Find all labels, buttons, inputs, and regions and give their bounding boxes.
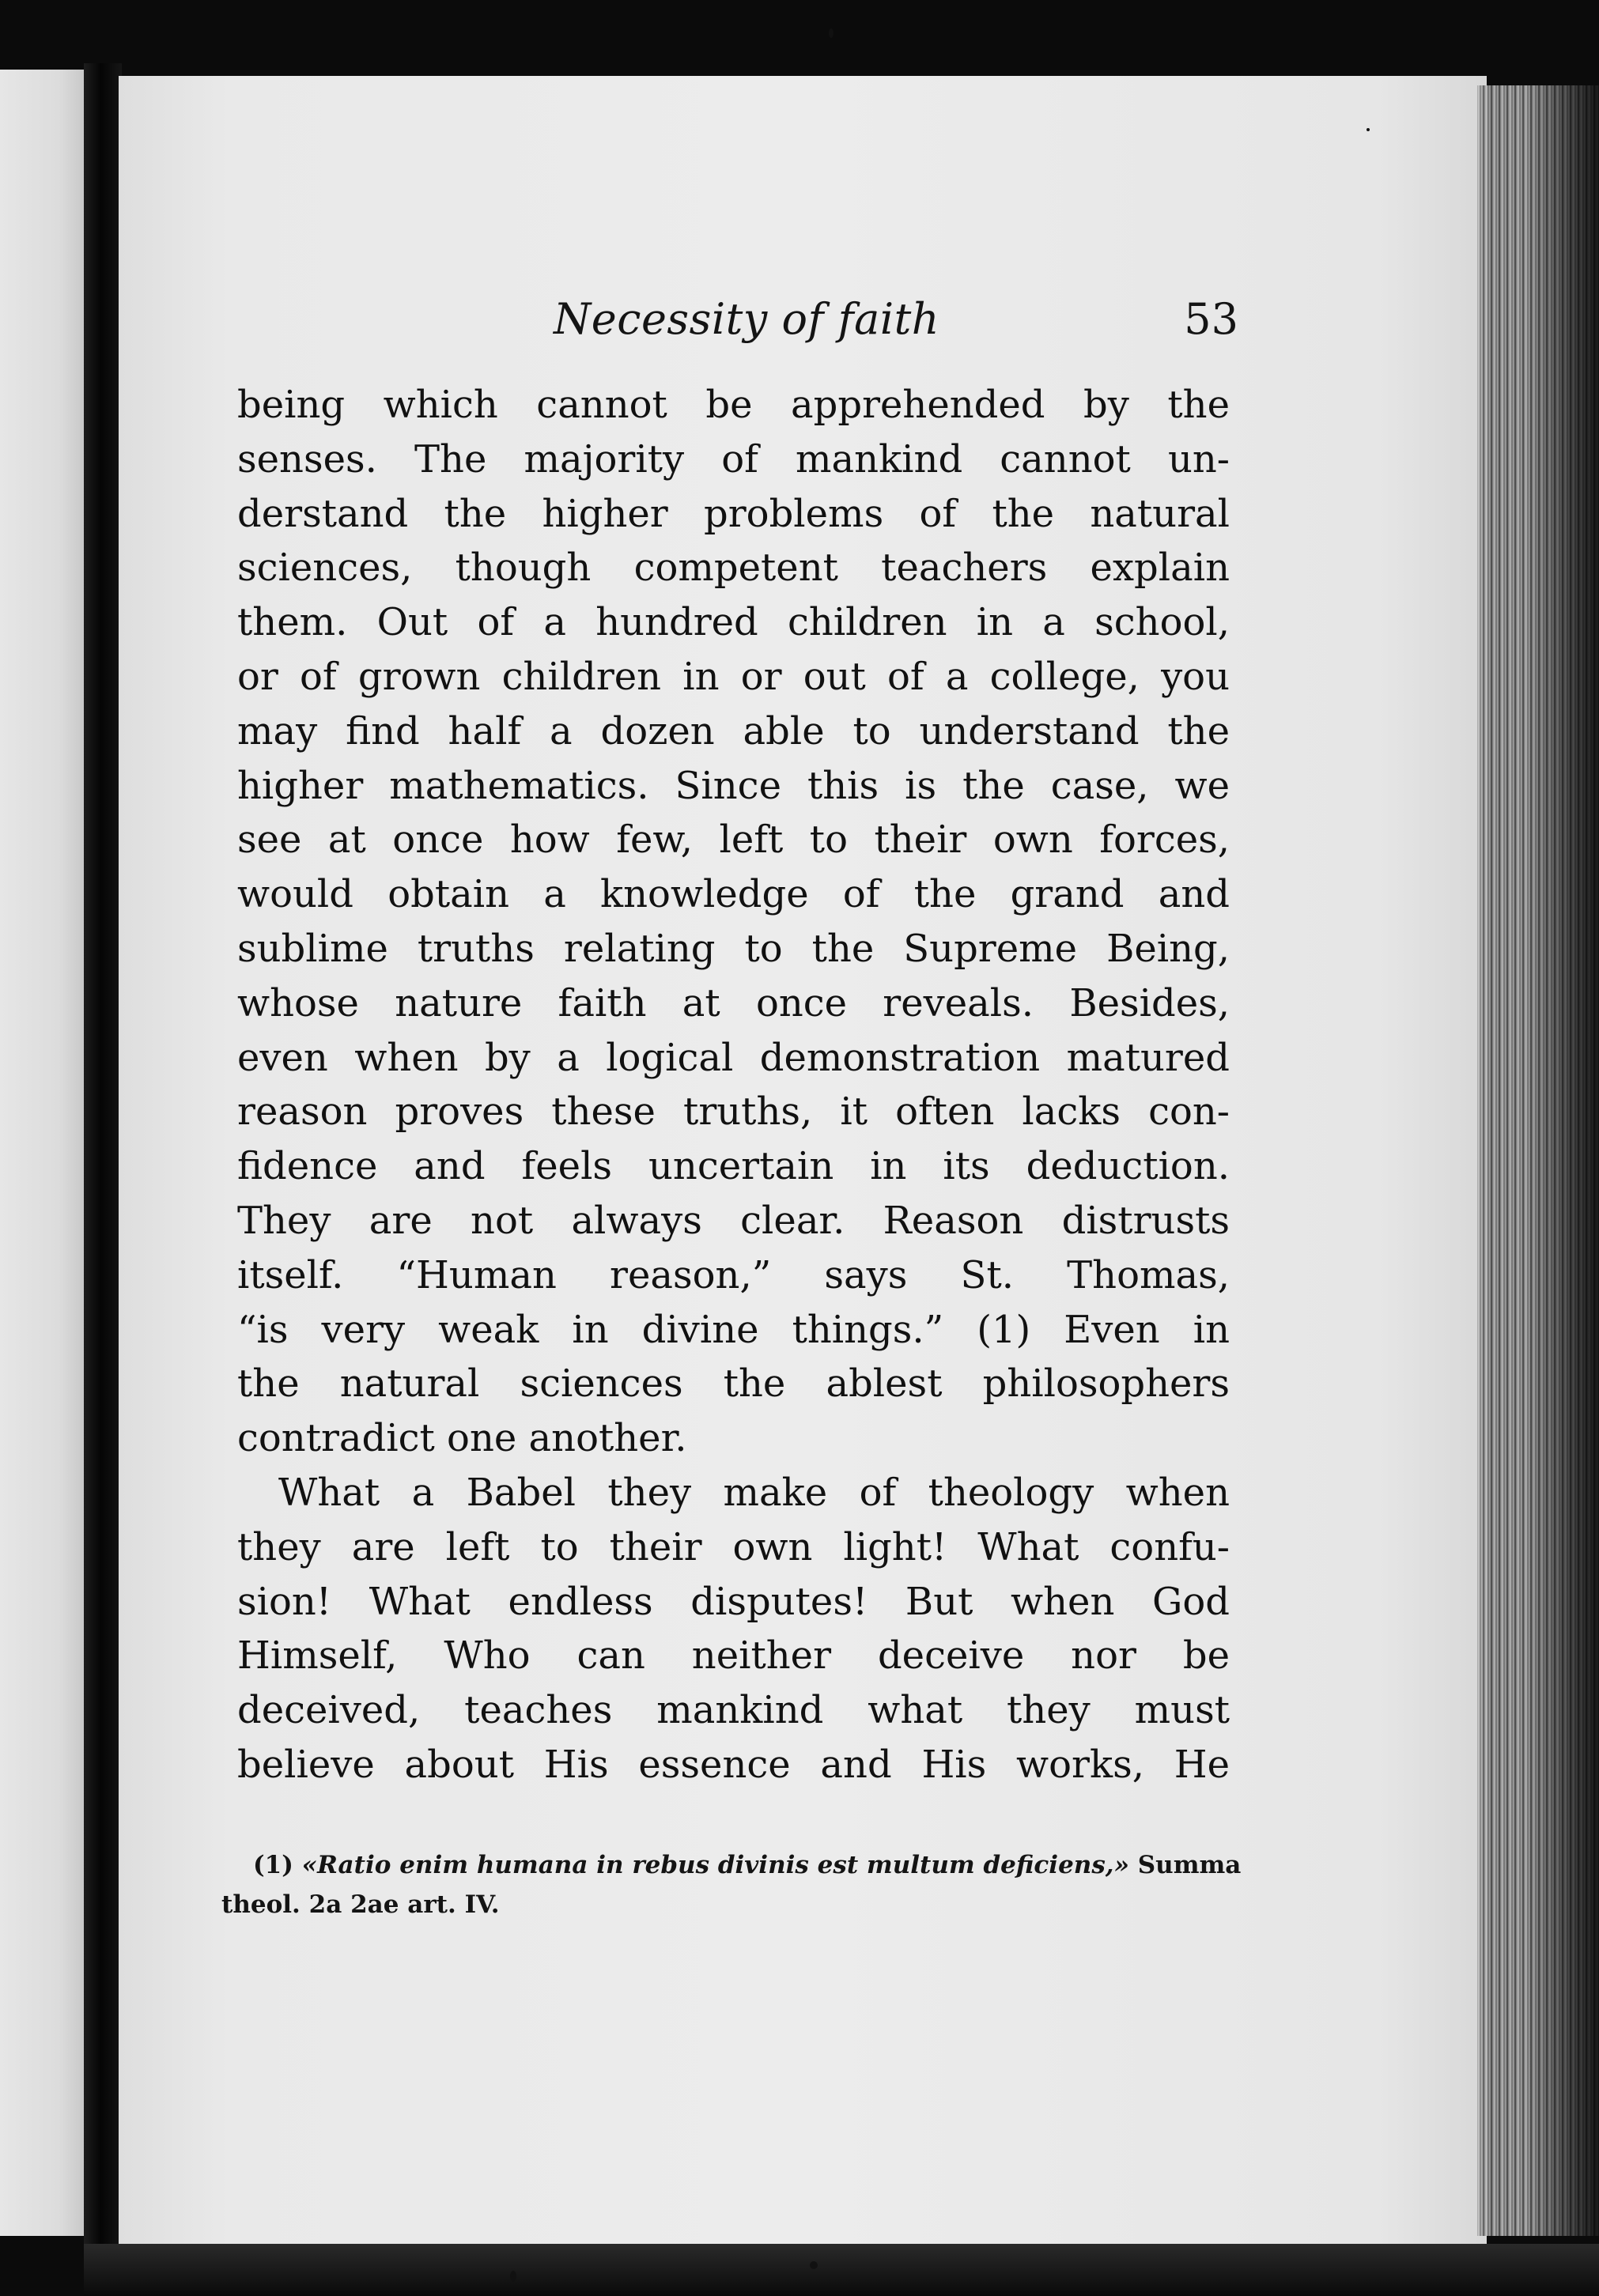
footnote-line-2: theol. 2a 2ae art. IV. xyxy=(221,1890,500,1919)
text-line: whose nature faith at once reveals. Besides, xyxy=(237,980,1230,1025)
scan-speck xyxy=(829,28,834,38)
scan-speck xyxy=(810,2261,818,2269)
footnote xyxy=(221,1845,1242,1924)
text-line: higher mathematics. Since this is the case, we xyxy=(237,763,1230,808)
text-line: sion! What endless disputes! But when God xyxy=(237,1579,1230,1624)
text-line: Himself, Who can neither deceive nor be xyxy=(237,1633,1230,1679)
text-line: being which cannot be apprehended by the xyxy=(237,383,1230,427)
text-line: they are left to their own light! What confu- xyxy=(237,1524,1230,1569)
text-line: contradict one another. xyxy=(237,1416,687,1461)
text-line: would obtain a knowledge of the grand and xyxy=(237,872,1230,917)
text-line: sublime truths relating to the Supreme Being, xyxy=(237,926,1230,971)
text-line: them. Out of a hundred children in a school, xyxy=(237,600,1230,645)
running-title: Necessity of faith xyxy=(554,294,940,344)
body-text xyxy=(237,378,1230,1792)
text-line: sciences, though competent teachers explain xyxy=(237,546,1230,591)
footnote-source: Summa xyxy=(1137,1851,1242,1879)
text-line: senses. The majority of mankind cannot un- xyxy=(237,436,1230,481)
text-line: see at once how few, left to their own forces, xyxy=(237,818,1230,863)
footnote-line-1 xyxy=(221,1845,1242,1885)
footnote-marker: (1) xyxy=(253,1851,293,1879)
running-head xyxy=(554,294,1249,349)
text-line: believe about His essence and His works, He xyxy=(237,1742,1230,1787)
page-edges-shadow xyxy=(1526,85,1599,2236)
scan-speck xyxy=(1367,128,1370,131)
page-number: 53 xyxy=(1184,294,1238,344)
text-line: reason proves these truths, it often lacks con- xyxy=(237,1089,1230,1135)
bottom-shadow xyxy=(84,2244,1599,2296)
text-line: even when by a logical demonstration matured xyxy=(237,1035,1230,1080)
text-line: deceived, teaches mankind what they must xyxy=(237,1688,1230,1733)
text-line: fidence and feels uncertain in its deduction. xyxy=(237,1144,1230,1189)
text-line: itself. “Human reason,” says St. Thomas, xyxy=(237,1252,1230,1297)
facing-page-edge xyxy=(0,70,84,2236)
footnote-quote: «Ratio enim humana in rebus divinis est multum deficiens,» xyxy=(301,1851,1129,1879)
text-line: may find half a dozen able to understand the xyxy=(237,708,1230,753)
book-gutter xyxy=(84,63,122,2245)
text-line: derstand the higher problems of the natural xyxy=(237,491,1230,536)
text-line: “is very weak in divine things.” (1) Even in xyxy=(237,1307,1230,1352)
text-line: or of grown children in or out of a college, you xyxy=(237,654,1230,699)
scan-speck xyxy=(510,2271,516,2282)
text-line: the natural sciences the ablest philosophers xyxy=(237,1361,1230,1407)
text-line: They are not always clear. Reason distrusts xyxy=(237,1198,1230,1243)
text-line: What a Babel they make of theology when xyxy=(278,1470,1230,1515)
